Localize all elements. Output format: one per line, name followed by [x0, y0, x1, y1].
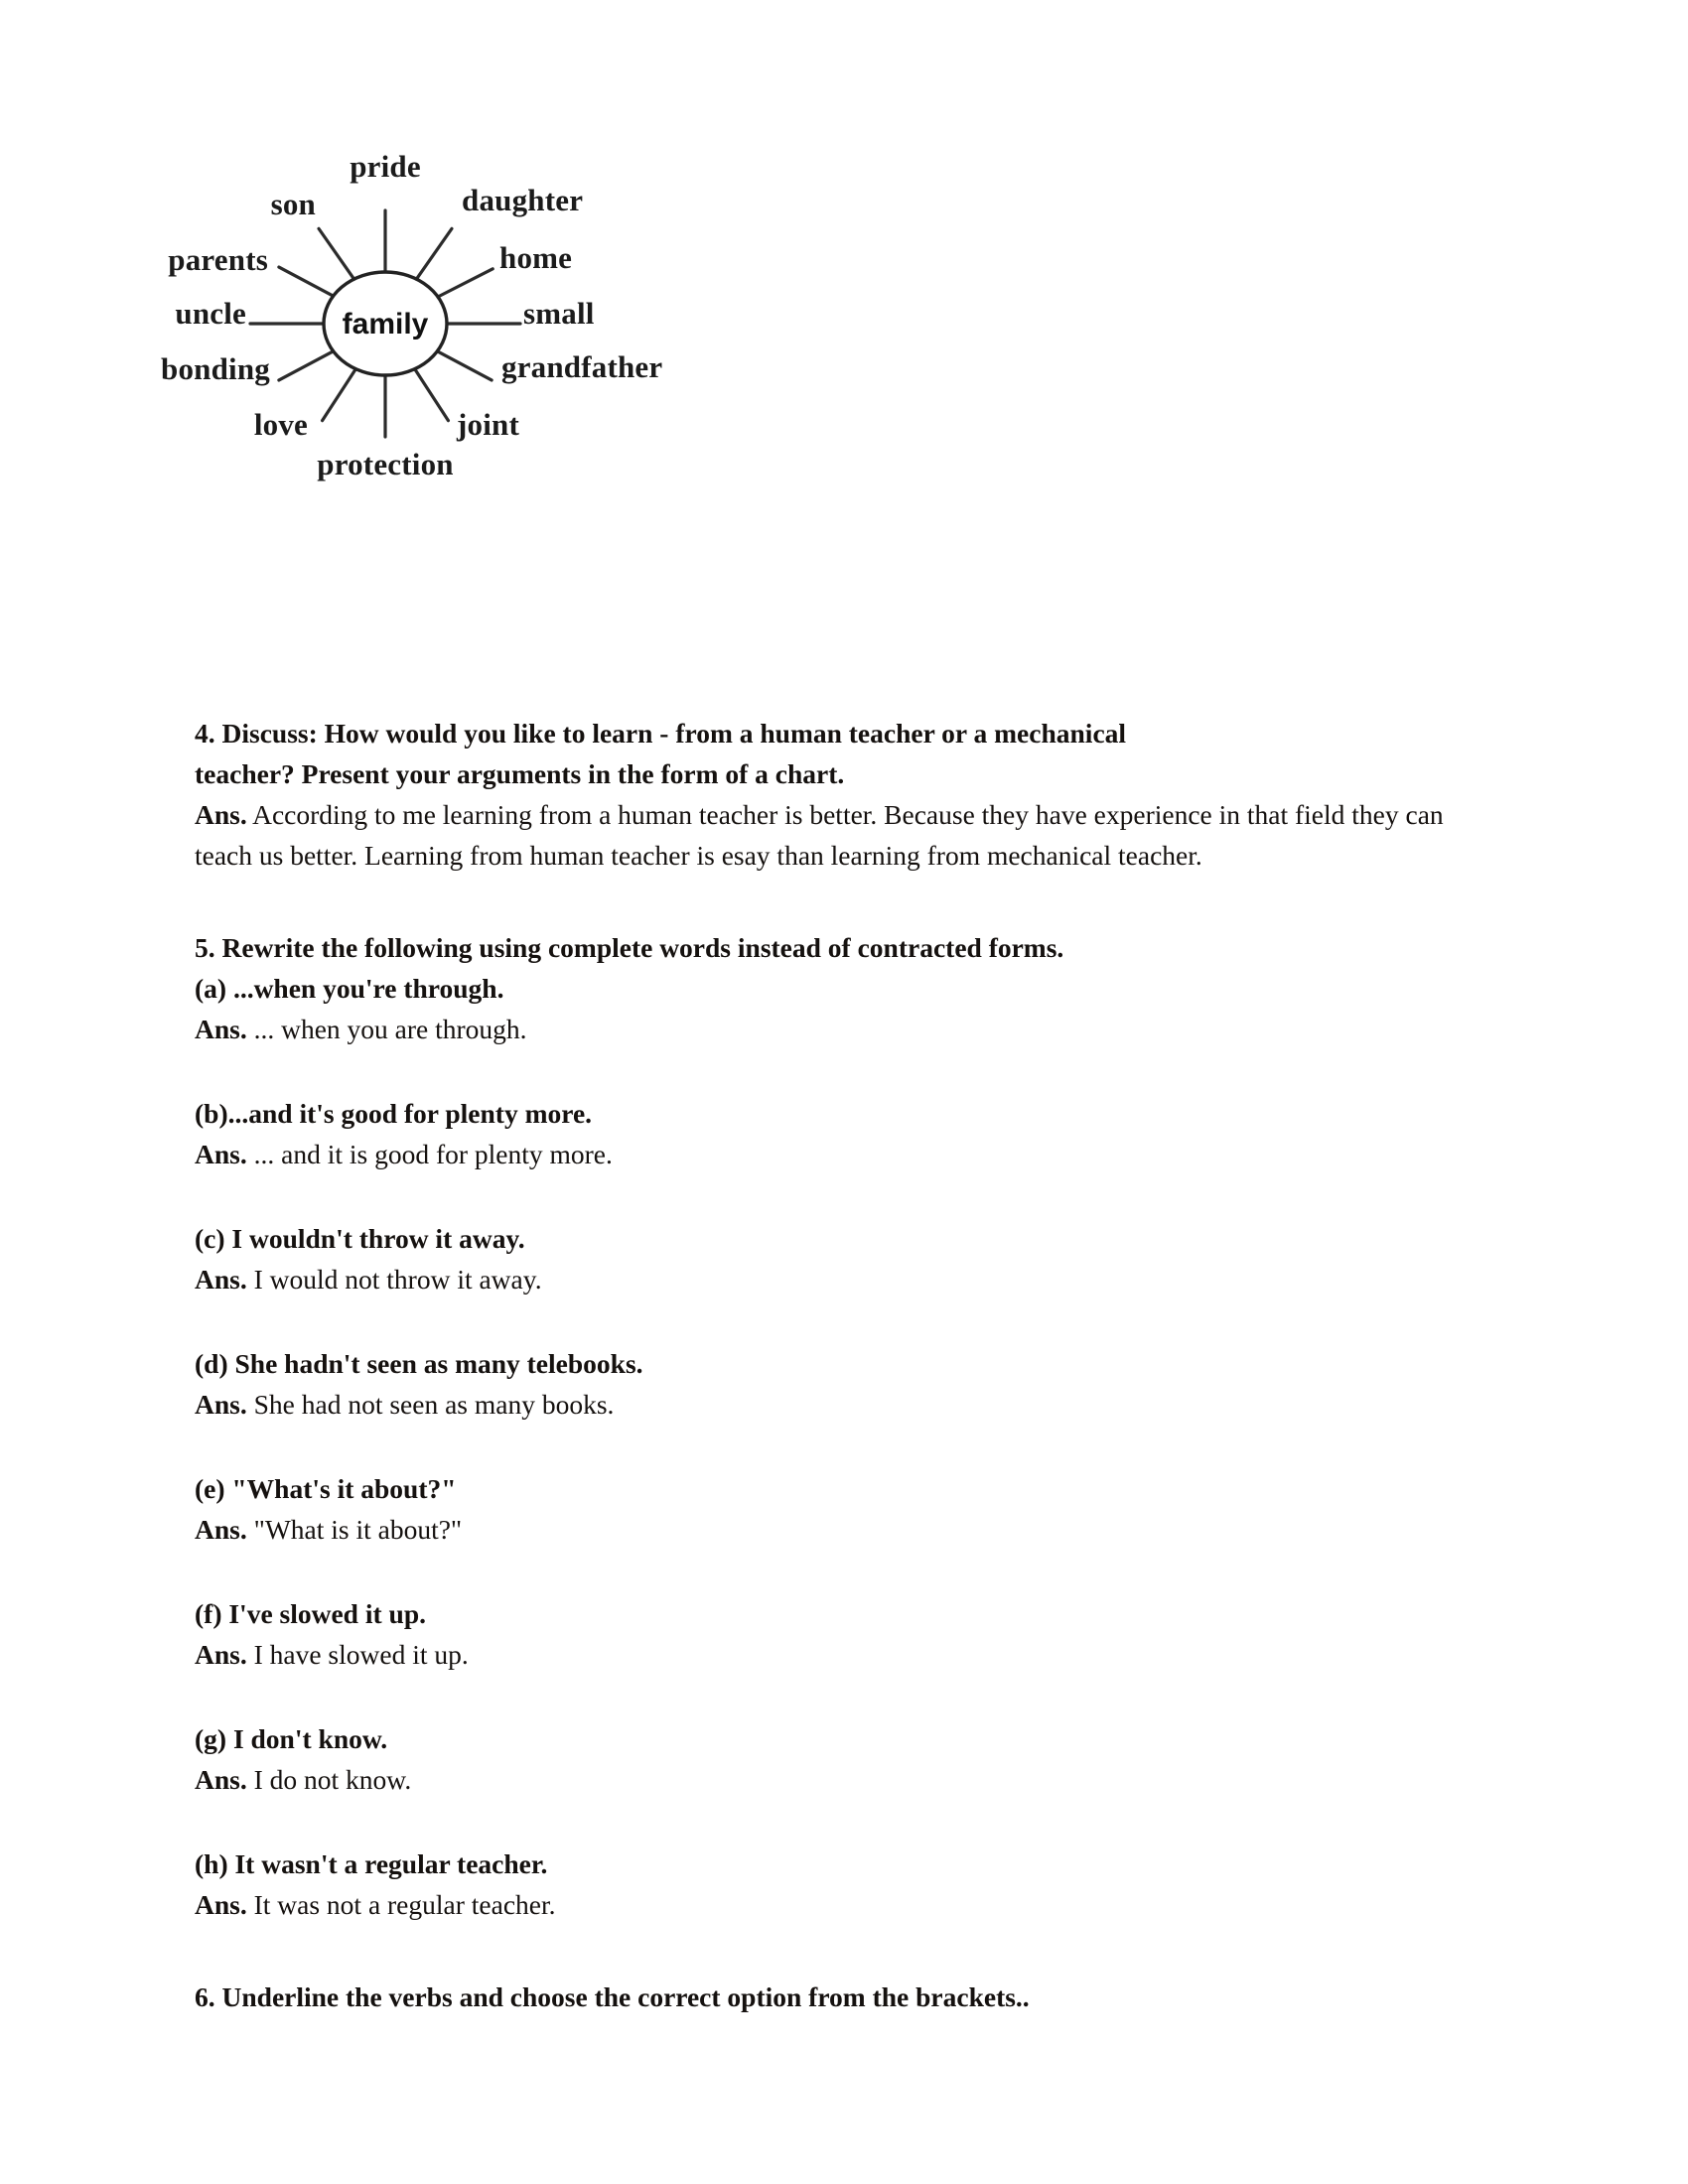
spacer — [195, 1925, 1495, 1977]
answer-tag: Ans. — [195, 1639, 247, 1670]
question-5-item-d-answer — [195, 1384, 1495, 1425]
spacer — [195, 1550, 1495, 1593]
web-label-parents: parents — [168, 242, 268, 277]
answer-tag: Ans. — [195, 1139, 247, 1169]
spoke-line-grandfather — [437, 351, 492, 380]
web-label-love: love — [253, 407, 308, 442]
web-label-uncle: uncle — [175, 296, 246, 331]
answer-tag: Ans. — [195, 799, 247, 830]
spacer — [195, 1675, 1495, 1718]
answers-body — [195, 713, 1495, 2017]
spoke-line-parents — [279, 267, 334, 296]
spacer — [195, 1800, 1495, 1843]
spacer — [195, 1174, 1495, 1218]
web-label-grandfather: grandfather — [501, 349, 663, 384]
family-word-web-diagram — [149, 129, 943, 645]
web-label-pride: pride — [350, 149, 421, 184]
answer-tag: Ans. — [195, 1389, 247, 1420]
web-label-bonding: bonding — [161, 351, 270, 386]
answer-tag: Ans. — [195, 1514, 247, 1545]
center-label: family — [342, 308, 429, 341]
question-5-item-e-answer — [195, 1509, 1495, 1550]
question-5-block — [195, 927, 1495, 1925]
question-5-item-f-label: (f) I've slowed it up. — [195, 1598, 426, 1629]
web-label-daughter: daughter — [462, 183, 584, 217]
spacer — [195, 876, 1495, 927]
answer-text: According to me learning from a human teacher is better. Because they have experience in that field they can teach us better. Learning from human teacher is esay than learning from mechanical teacher. — [195, 799, 1444, 871]
web-label-protection: protection — [317, 447, 454, 481]
question-5-item-e-label: (e) "What's it about?" — [195, 1473, 457, 1504]
question-6-prompt-line-1: 6. Underline the verbs and choose the correct option from the brackets.. — [195, 1981, 1030, 2012]
answer-text: It was not a regular teacher. — [246, 1889, 556, 1920]
question-5-item-b-answer — [195, 1134, 1495, 1174]
question-5-prompt-line-1: 5. Rewrite the following using complete words instead of contracted forms. — [195, 932, 1064, 963]
spacer — [195, 1299, 1495, 1343]
answer-tag: Ans. — [195, 1889, 247, 1920]
spoke-line-love — [323, 369, 356, 421]
question-4-answer — [195, 794, 1495, 876]
answer-tag: Ans. — [195, 1764, 247, 1795]
answer-text: I would not throw it away. — [246, 1264, 542, 1295]
question-4-prompt-line-1: 4. Discuss: How would you like to learn - from a human teacher or a mechanical — [195, 718, 1127, 749]
question-5-item-a-label: (a) ...when you're through. — [195, 973, 504, 1004]
question-5-item-a-answer — [195, 1009, 1495, 1049]
answer-text: ... and it is good for plenty more. — [246, 1139, 613, 1169]
question-5-item-b-label: (b)...and it's good for plenty more. — [195, 1098, 593, 1129]
question-5-item-g-answer — [195, 1759, 1495, 1800]
word-web-svg — [149, 129, 943, 645]
question-5-item-f-answer — [195, 1634, 1495, 1675]
spoke-line-son — [319, 228, 354, 279]
question-4-block — [195, 713, 1495, 876]
question-5-item-h-label: (h) It wasn't a regular teacher. — [195, 1848, 548, 1879]
answer-tag: Ans. — [195, 1264, 247, 1295]
web-label-joint: joint — [457, 407, 519, 442]
answer-text: "What is it about?" — [246, 1514, 463, 1545]
question-5-item-c-label: (c) I wouldn't throw it away. — [195, 1223, 525, 1254]
spacer — [195, 1425, 1495, 1468]
spoke-line-daughter — [416, 228, 452, 279]
web-label-small: small — [523, 296, 595, 331]
answer-text: ... when you are through. — [246, 1014, 527, 1044]
question-4-prompt-line-2: teacher? Present your arguments in the form of a chart. — [195, 758, 845, 789]
question-5-item-d-label: (d) She hadn't seen as many telebooks. — [195, 1348, 643, 1379]
answer-text: She had not seen as many books. — [246, 1389, 615, 1420]
question-6-block — [195, 1977, 1495, 2017]
web-label-son: son — [270, 187, 316, 221]
question-5-item-g-label: (g) I don't know. — [195, 1723, 388, 1754]
question-5-item-c-answer — [195, 1259, 1495, 1299]
spoke-line-bonding — [279, 351, 334, 380]
answer-text: I have slowed it up. — [246, 1639, 469, 1670]
answer-tag: Ans. — [195, 1014, 247, 1044]
web-label-home: home — [499, 240, 573, 275]
spacer — [195, 1049, 1495, 1093]
question-5-item-h-answer — [195, 1884, 1495, 1925]
spoke-line-home — [438, 269, 492, 297]
answer-text: I do not know. — [246, 1764, 412, 1795]
spoke-line-joint — [415, 369, 449, 421]
